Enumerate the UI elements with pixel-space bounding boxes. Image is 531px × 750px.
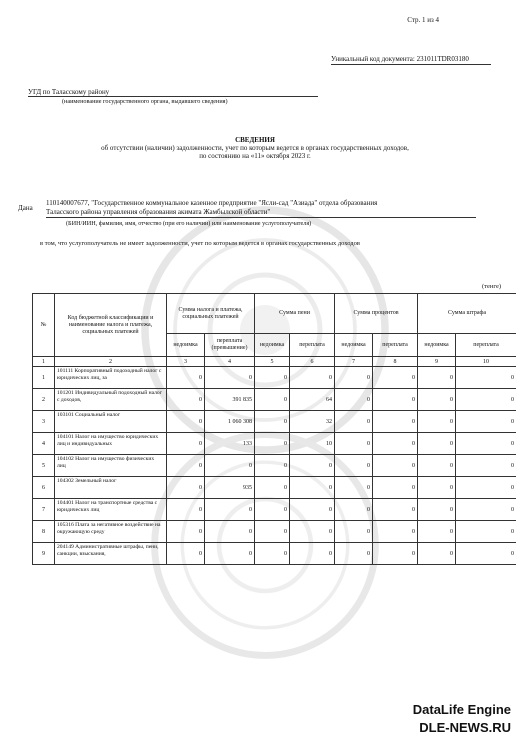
row-amount-cell: 0 — [255, 367, 290, 389]
row-amount-cell: 0 — [373, 411, 418, 433]
row-number: 4 — [33, 433, 55, 455]
divider — [331, 64, 491, 65]
title-heading: СВЕДЕНИЯ — [235, 136, 275, 144]
row-number: 5 — [33, 455, 55, 477]
row-number: 6 — [33, 477, 55, 499]
sub-arrears-header: недоимка — [418, 334, 456, 357]
table-row — [33, 367, 517, 389]
row-amount-cell: 0 — [335, 367, 373, 389]
row-amount-cell: 0 — [255, 543, 290, 565]
row-number: 2 — [33, 389, 55, 411]
currency-label: (тенге) — [482, 283, 501, 290]
table-row — [33, 543, 517, 565]
row-amount-cell: 0 — [418, 543, 456, 565]
divider — [46, 217, 476, 218]
col-tax-group-header: Сумма налога и платежа, социальных платежей — [167, 294, 255, 334]
row-amount-cell: 0 — [290, 521, 335, 543]
row-amount-cell: 0 — [205, 499, 255, 521]
row-number: 9 — [33, 543, 55, 565]
row-amount-cell: 0 — [418, 411, 456, 433]
row-amount-cell: 0 — [456, 455, 516, 477]
row-amount-cell: 0 — [456, 411, 516, 433]
row-amount-cell: 0 — [373, 477, 418, 499]
row-number: 3 — [33, 411, 55, 433]
row-amount-cell: 0 — [456, 477, 516, 499]
row-amount-cell: 0 — [335, 455, 373, 477]
unique-document-code: Уникальный код документа: 231011TDR03180 — [331, 55, 469, 63]
row-amount-cell: 0 — [290, 367, 335, 389]
table-row — [33, 477, 517, 499]
row-amount-cell: 0 — [373, 389, 418, 411]
brand-name: DataLife Engine — [412, 702, 511, 717]
row-amount-cell: 0 — [290, 543, 335, 565]
row-amount-cell: 1 060 308 — [205, 411, 255, 433]
statement-text: в том, что услугополучатель не имеет задолженности, учет по которым ведется в органах государственных доходов — [40, 240, 360, 247]
table-row — [33, 499, 517, 521]
row-amount-cell: 0 — [290, 499, 335, 521]
row-amount-cell: 935 — [205, 477, 255, 499]
row-amount-cell: 0 — [418, 477, 456, 499]
table-row — [33, 521, 517, 543]
row-amount-cell: 0 — [456, 543, 516, 565]
row-amount-cell: 0 — [255, 521, 290, 543]
row-amount-cell: 0 — [205, 367, 255, 389]
index-cell: 5 — [255, 357, 290, 367]
row-amount-cell: 32 — [290, 411, 335, 433]
row-amount-cell: 0 — [373, 543, 418, 565]
row-amount-cell: 0 — [456, 389, 516, 411]
row-amount-cell: 0 — [418, 367, 456, 389]
issuing-organization: УГД по Таласскому району — [28, 88, 110, 96]
row-amount-cell: 0 — [373, 367, 418, 389]
sub-overpaid-header: переплата — [456, 334, 516, 357]
brand-site: DLE-NEWS.RU — [419, 720, 511, 735]
divider — [28, 96, 318, 97]
table-row — [33, 455, 517, 477]
row-amount-cell: 0 — [373, 499, 418, 521]
document-title — [40, 136, 470, 160]
row-amount-cell: 0 — [456, 521, 516, 543]
row-tax-name: 104302 Земельный налог — [55, 477, 167, 499]
index-cell: 9 — [418, 357, 456, 367]
row-amount-cell: 133 — [205, 433, 255, 455]
row-amount-cell: 0 — [255, 477, 290, 499]
row-amount-cell: 0 — [418, 433, 456, 455]
issuing-organization-caption: (наименование государственного органа, выдавшего сведения) — [62, 98, 228, 105]
given-to-label: Дана — [18, 204, 33, 212]
row-amount-cell: 0 — [167, 477, 205, 499]
col-fine-group-header: Сумма штрафа — [418, 294, 516, 334]
col-code-header: Код бюджетной классификации и наименование налога и платежа, социальных платежей — [55, 294, 167, 357]
row-amount-cell: 0 — [335, 499, 373, 521]
row-amount-cell: 64 — [290, 389, 335, 411]
debt-table — [32, 293, 516, 565]
row-amount-cell: 0 — [456, 367, 516, 389]
recipient-entity: 110140007677, "Государственное коммунальное казенное предприятие "Ясли-сад "Азиада" отдела образования Таласского района управления образования акимата Жамбылской области" — [46, 199, 378, 216]
row-amount-cell: 0 — [335, 389, 373, 411]
debt-table-container — [32, 293, 516, 589]
row-amount-cell: 0 — [205, 543, 255, 565]
row-amount-cell: 0 — [335, 521, 373, 543]
row-amount-cell: 0 — [456, 433, 516, 455]
index-cell: 10 — [456, 357, 516, 367]
row-tax-name: 204149 Административные штрафы, пени, санкции, взыскания, — [55, 543, 167, 565]
row-amount-cell: 0 — [167, 367, 205, 389]
sub-overpaid-header: переплата — [373, 334, 418, 357]
col-interest-group-header: Сумма процентов — [335, 294, 418, 334]
row-amount-cell: 0 — [418, 389, 456, 411]
page-counter: Стр. 1 из 4 — [407, 16, 439, 24]
table-index-row — [33, 357, 517, 367]
row-amount-cell: 10 — [290, 433, 335, 455]
row-amount-cell: 0 — [167, 389, 205, 411]
row-amount-cell: 0 — [335, 433, 373, 455]
row-amount-cell: 0 — [418, 455, 456, 477]
row-amount-cell: 0 — [290, 477, 335, 499]
row-amount-cell: 0 — [418, 521, 456, 543]
row-amount-cell: 0 — [335, 543, 373, 565]
title-date: по состоянию на «11» октября 2023 г. — [199, 152, 311, 160]
row-amount-cell: 0 — [373, 433, 418, 455]
sub-arrears-header: недоимка — [255, 334, 290, 357]
row-amount-cell: 0 — [255, 499, 290, 521]
row-amount-cell: 0 — [456, 499, 516, 521]
table-body — [33, 367, 517, 565]
row-tax-name: 101201 Индивидуальный подоходный налог с доходов, — [55, 389, 167, 411]
row-tax-name: 105316 Плата за негативное воздействие на окружающую среду — [55, 521, 167, 543]
row-number: 1 — [33, 367, 55, 389]
row-number: 8 — [33, 521, 55, 543]
index-cell: 3 — [167, 357, 205, 367]
row-tax-name: 101111 Корпоративный подоходный налог с юридических лиц, за — [55, 367, 167, 389]
row-amount-cell: 0 — [335, 477, 373, 499]
row-amount-cell: 0 — [255, 389, 290, 411]
row-amount-cell: 0 — [418, 499, 456, 521]
recipient-caption: (БИН/ИИН, фамилия, имя, отчество (при его наличии) или наименование услугополучателя) — [66, 220, 312, 227]
index-cell: 4 — [205, 357, 255, 367]
col-no-header: № — [33, 294, 55, 357]
row-amount-cell: 0 — [255, 411, 290, 433]
row-amount-cell: 0 — [290, 455, 335, 477]
sub-overpaid-header: переплата — [290, 334, 335, 357]
table-row — [33, 433, 517, 455]
row-amount-cell: 0 — [205, 455, 255, 477]
row-amount-cell: 391 835 — [205, 389, 255, 411]
row-amount-cell: 0 — [167, 411, 205, 433]
table-header-row — [33, 294, 517, 334]
table-row — [33, 411, 517, 433]
row-amount-cell: 0 — [373, 521, 418, 543]
row-amount-cell: 0 — [167, 455, 205, 477]
index-cell: 8 — [373, 357, 418, 367]
row-tax-name: 104401 Налог на транспортные средства с юридических лиц — [55, 499, 167, 521]
title-subheading: об отсутствии (наличии) задолженности, учет по которым ведется в органах государственных доходов, — [101, 144, 409, 152]
row-amount-cell: 0 — [167, 543, 205, 565]
row-tax-name: 104102 Налог на имущество физических лиц — [55, 455, 167, 477]
row-amount-cell: 0 — [373, 455, 418, 477]
row-tax-name: 103101 Социальный налог — [55, 411, 167, 433]
row-number: 7 — [33, 499, 55, 521]
index-cell: 1 — [33, 357, 55, 367]
sub-arrears-header: недоимка — [167, 334, 205, 357]
sub-overpaid-header: переплата (превышение) — [205, 334, 255, 357]
row-amount-cell: 0 — [205, 521, 255, 543]
row-amount-cell: 0 — [167, 499, 205, 521]
row-amount-cell: 0 — [167, 433, 205, 455]
row-amount-cell: 0 — [335, 411, 373, 433]
index-cell: 6 — [290, 357, 335, 367]
row-amount-cell: 0 — [255, 455, 290, 477]
row-amount-cell: 0 — [167, 521, 205, 543]
index-cell: 7 — [335, 357, 373, 367]
table-row — [33, 389, 517, 411]
sub-arrears-header: недоимка — [335, 334, 373, 357]
row-amount-cell: 0 — [255, 433, 290, 455]
index-cell: 2 — [55, 357, 167, 367]
row-tax-name: 104101 Налог на имущество юридических лиц и индивидуальных — [55, 433, 167, 455]
col-penalty-group-header: Сумма пени — [255, 294, 335, 334]
